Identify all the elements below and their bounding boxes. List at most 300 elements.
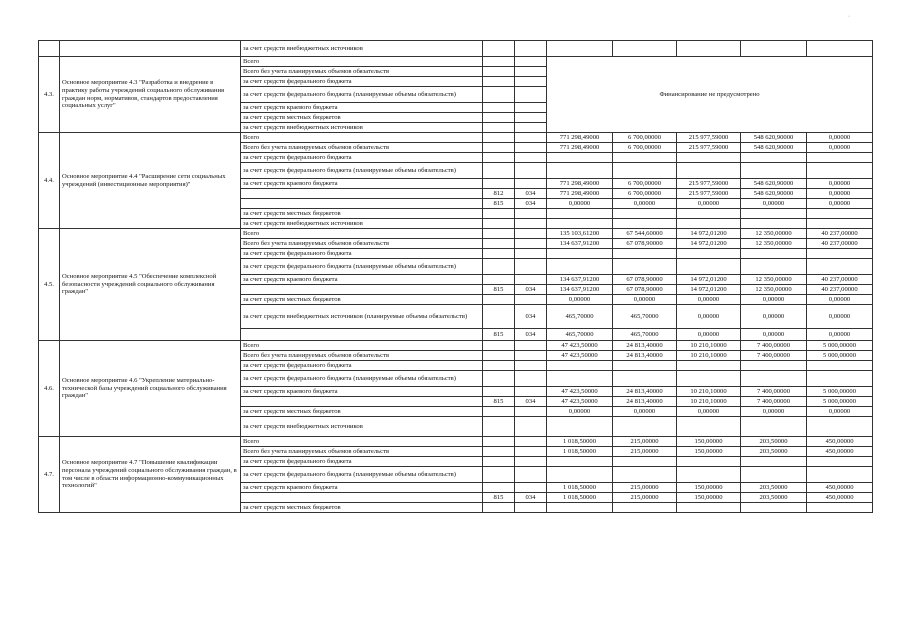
amount-cell: 0,00000 — [547, 199, 613, 209]
grbs-code: 815 — [483, 397, 515, 407]
amount-cell: 215,00000 — [613, 483, 677, 493]
rz-code — [515, 483, 547, 493]
grbs-code — [483, 179, 515, 189]
grbs-code — [483, 503, 515, 513]
amount-cell: 14 972,01200 — [677, 239, 741, 249]
amount-cell — [547, 209, 613, 219]
amount-cell: 1 018,50000 — [547, 483, 613, 493]
amount-cell — [547, 41, 613, 57]
amount-cell: 0,00000 — [807, 329, 873, 341]
amount-cell: 548 620,90000 — [741, 179, 807, 189]
amount-cell: 450,00000 — [807, 437, 873, 447]
rz-code — [515, 163, 547, 179]
amount-cell — [741, 457, 807, 467]
rz-code — [515, 295, 547, 305]
amount-cell: 40 237,00000 — [807, 229, 873, 239]
amount-cell: 450,00000 — [807, 447, 873, 457]
corner-mark: · — [848, 14, 850, 20]
amount-cell: 771 298,49000 — [547, 179, 613, 189]
amount-cell: 5 000,00000 — [807, 351, 873, 361]
amount-cell: 5 000,00000 — [807, 387, 873, 397]
amount-cell: 0,00000 — [677, 199, 741, 209]
amount-cell — [613, 361, 677, 371]
amount-cell — [547, 153, 613, 163]
amount-cell: 134 637,91200 — [547, 239, 613, 249]
funding-source: за счет средств федерального бюджета (планируемые объемы обязательств) — [241, 259, 483, 275]
amount-cell — [677, 371, 741, 387]
amount-cell: 0,00000 — [741, 295, 807, 305]
amount-cell: 150,00000 — [677, 437, 741, 447]
amount-cell: 5 000,00000 — [807, 397, 873, 407]
grbs-code: 815 — [483, 199, 515, 209]
grbs-code — [483, 163, 515, 179]
funding-source — [241, 285, 483, 295]
funding-source: за счет средств внебюджетных источников — [241, 123, 483, 133]
amount-cell: 24 813,40000 — [613, 341, 677, 351]
amount-cell: 0,00000 — [547, 295, 613, 305]
amount-cell — [741, 249, 807, 259]
funding-source: за счет средств федерального бюджета (планируемые объемы обязательств) — [241, 87, 483, 103]
amount-cell: 134 637,91200 — [547, 285, 613, 295]
amount-cell: 10 210,10000 — [677, 397, 741, 407]
amount-cell: 0,00000 — [807, 189, 873, 199]
amount-cell — [547, 457, 613, 467]
amount-cell: 465,70000 — [613, 305, 677, 329]
grbs-code — [483, 305, 515, 329]
amount-cell: 548 620,90000 — [741, 133, 807, 143]
amount-cell: 14 972,01200 — [677, 285, 741, 295]
rz-code: 034 — [515, 493, 547, 503]
amount-cell — [677, 467, 741, 483]
amount-cell: 7 400,00000 — [741, 351, 807, 361]
section-number: 4.4. — [39, 133, 60, 229]
budget-table-container — [38, 40, 873, 513]
amount-cell — [807, 209, 873, 219]
funding-source: за счет средств местных бюджетов — [241, 209, 483, 219]
amount-cell — [741, 259, 807, 275]
amount-cell: 771 298,49000 — [547, 189, 613, 199]
funding-source: Всего — [241, 437, 483, 447]
amount-cell: 135 103,61200 — [547, 229, 613, 239]
rz-code — [515, 447, 547, 457]
rz-code — [515, 259, 547, 275]
grbs-code — [483, 457, 515, 467]
grbs-code — [483, 341, 515, 351]
amount-cell: 134 637,91200 — [547, 275, 613, 285]
amount-cell — [547, 467, 613, 483]
funding-source: за счет средств федерального бюджета — [241, 361, 483, 371]
amount-cell: 0,00000 — [741, 305, 807, 329]
amount-cell: 215,00000 — [613, 493, 677, 503]
amount-cell: 450,00000 — [807, 483, 873, 493]
amount-cell: 24 813,40000 — [613, 387, 677, 397]
amount-cell: 0,00000 — [741, 199, 807, 209]
amount-cell — [807, 259, 873, 275]
amount-cell — [547, 259, 613, 275]
grbs-code — [483, 249, 515, 259]
amount-cell: 0,00000 — [807, 199, 873, 209]
rz-code — [515, 503, 547, 513]
funding-source: за счет средств местных бюджетов — [241, 295, 483, 305]
section-number: 4.3. — [39, 57, 60, 133]
amount-cell: 67 078,90000 — [613, 275, 677, 285]
table-row — [39, 341, 873, 351]
section-number: 4.6. — [39, 341, 60, 437]
grbs-code: 815 — [483, 493, 515, 503]
rz-code — [515, 219, 547, 229]
amount-cell: 40 237,00000 — [807, 239, 873, 249]
amount-cell: 0,00000 — [807, 179, 873, 189]
grbs-code — [483, 437, 515, 447]
amount-cell: 67 078,90000 — [613, 239, 677, 249]
amount-cell: 0,00000 — [741, 329, 807, 341]
grbs-code: 815 — [483, 329, 515, 341]
amount-cell: 203,50000 — [741, 493, 807, 503]
grbs-code — [483, 417, 515, 437]
amount-cell — [613, 371, 677, 387]
amount-cell — [677, 361, 741, 371]
funding-source: за счет средств внебюджетных источников — [241, 219, 483, 229]
amount-cell: 40 237,00000 — [807, 275, 873, 285]
grbs-code — [483, 219, 515, 229]
rz-code — [515, 417, 547, 437]
grbs-code — [483, 41, 515, 57]
funding-source: за счет средств местных бюджетов — [241, 503, 483, 513]
table-row — [39, 229, 873, 239]
no-funding-note: Финансирование не предусмотрено — [547, 57, 873, 133]
funding-source — [241, 329, 483, 341]
amount-cell — [807, 219, 873, 229]
amount-cell — [807, 371, 873, 387]
grbs-code — [483, 123, 515, 133]
amount-cell: 0,00000 — [677, 295, 741, 305]
funding-source: Всего без учета планируемых объемов обязательств — [241, 143, 483, 153]
grbs-code — [483, 371, 515, 387]
amount-cell — [741, 467, 807, 483]
amount-cell — [613, 153, 677, 163]
grbs-code — [483, 259, 515, 275]
amount-cell: 0,00000 — [807, 407, 873, 417]
amount-cell — [807, 249, 873, 259]
amount-cell: 24 813,40000 — [613, 351, 677, 361]
amount-cell: 0,00000 — [807, 295, 873, 305]
amount-cell — [613, 503, 677, 513]
amount-cell — [547, 219, 613, 229]
grbs-code — [483, 351, 515, 361]
amount-cell — [741, 153, 807, 163]
amount-cell — [677, 41, 741, 57]
amount-cell: 0,00000 — [741, 407, 807, 417]
rz-code — [515, 387, 547, 397]
funding-source: за счет средств краевого бюджета — [241, 483, 483, 493]
grbs-code: 812 — [483, 189, 515, 199]
amount-cell — [677, 219, 741, 229]
amount-cell — [613, 259, 677, 275]
table-row — [39, 57, 873, 67]
rz-code: 034 — [515, 305, 547, 329]
amount-cell — [677, 259, 741, 275]
funding-source: Всего — [241, 57, 483, 67]
funding-source — [241, 189, 483, 199]
rz-code — [515, 239, 547, 249]
amount-cell: 203,50000 — [741, 437, 807, 447]
amount-cell: 47 423,50000 — [547, 397, 613, 407]
amount-cell: 0,00000 — [677, 407, 741, 417]
rz-code — [515, 467, 547, 483]
rz-code — [515, 437, 547, 447]
amount-cell: 150,00000 — [677, 447, 741, 457]
rz-code — [515, 77, 547, 87]
amount-cell — [741, 417, 807, 437]
funding-source: Всего без учета планируемых объемов обязательств — [241, 239, 483, 249]
rz-code — [515, 229, 547, 239]
funding-source: за счет средств федерального бюджета — [241, 457, 483, 467]
amount-cell: 1 018,50000 — [547, 447, 613, 457]
amount-cell — [613, 163, 677, 179]
rz-code: 034 — [515, 397, 547, 407]
grbs-code — [483, 361, 515, 371]
funding-source: за счет средств федерального бюджета — [241, 77, 483, 87]
amount-cell: 203,50000 — [741, 447, 807, 457]
amount-cell — [613, 219, 677, 229]
grbs-code — [483, 239, 515, 249]
funding-source: за счет средств краевого бюджета — [241, 275, 483, 285]
rz-code — [515, 209, 547, 219]
amount-cell — [677, 457, 741, 467]
amount-cell: 548 620,90000 — [741, 189, 807, 199]
grbs-code — [483, 275, 515, 285]
rz-code — [515, 275, 547, 285]
rz-code — [515, 103, 547, 113]
amount-cell: 203,50000 — [741, 483, 807, 493]
rz-code — [515, 143, 547, 153]
amount-cell — [547, 417, 613, 437]
funding-source: Всего — [241, 229, 483, 239]
amount-cell: 7 400,00000 — [741, 397, 807, 407]
rz-code — [515, 67, 547, 77]
amount-cell — [677, 163, 741, 179]
section-name: Основное мероприятие 4.5 "Обеспечение комплексной безопасности учреждений социального обслуживания граждан" — [60, 229, 241, 341]
amount-cell — [547, 371, 613, 387]
amount-cell: 10 210,10000 — [677, 341, 741, 351]
amount-cell — [741, 41, 807, 57]
amount-cell — [807, 417, 873, 437]
amount-cell — [677, 249, 741, 259]
amount-cell — [677, 417, 741, 437]
amount-cell: 67 544,60000 — [613, 229, 677, 239]
funding-source: за счет средств внебюджетных источников — [241, 417, 483, 437]
amount-cell: 215 977,59000 — [677, 133, 741, 143]
amount-cell: 0,00000 — [677, 305, 741, 329]
rz-code — [515, 87, 547, 103]
amount-cell — [741, 371, 807, 387]
amount-cell: 1 018,50000 — [547, 493, 613, 503]
funding-source: Всего без учета планируемых объемов обязательств — [241, 447, 483, 457]
amount-cell: 0,00000 — [613, 199, 677, 209]
amount-cell — [613, 209, 677, 219]
amount-cell: 7 400,00000 — [741, 387, 807, 397]
amount-cell — [741, 219, 807, 229]
amount-cell: 6 700,00000 — [613, 189, 677, 199]
amount-cell — [677, 209, 741, 219]
rz-code — [515, 361, 547, 371]
amount-cell — [807, 163, 873, 179]
amount-cell: 1 018,50000 — [547, 437, 613, 447]
rz-code — [515, 457, 547, 467]
funding-source: Всего без учета планируемых объемов обязательств — [241, 67, 483, 77]
rz-code — [515, 249, 547, 259]
amount-cell: 14 972,01200 — [677, 275, 741, 285]
grbs-code — [483, 67, 515, 77]
amount-cell: 10 210,10000 — [677, 351, 741, 361]
amount-cell: 0,00000 — [807, 143, 873, 153]
section-name: Основное мероприятие 4.3 "Разработка и внедрение в практику работы учреждений социального обслуживания граждан норм, нормативов, стандартов предоставления социальных услуг" — [60, 57, 241, 133]
amount-cell: 12 350,00000 — [741, 275, 807, 285]
grbs-code — [483, 209, 515, 219]
amount-cell: 47 423,50000 — [547, 351, 613, 361]
grbs-code — [483, 407, 515, 417]
amount-cell: 40 237,00000 — [807, 285, 873, 295]
grbs-code — [483, 113, 515, 123]
amount-cell: 6 700,00000 — [613, 133, 677, 143]
amount-cell: 215 977,59000 — [677, 189, 741, 199]
amount-cell: 215,00000 — [613, 437, 677, 447]
amount-cell: 47 423,50000 — [547, 341, 613, 351]
grbs-code — [483, 143, 515, 153]
section-number: 4.5. — [39, 229, 60, 341]
amount-cell — [677, 153, 741, 163]
funding-source: за счет средств федерального бюджета (планируемые объемы обязательств) — [241, 467, 483, 483]
amount-cell — [741, 209, 807, 219]
amount-cell: 24 813,40000 — [613, 397, 677, 407]
funding-source: Всего — [241, 341, 483, 351]
amount-cell: 150,00000 — [677, 493, 741, 503]
amount-cell: 0,00000 — [613, 295, 677, 305]
amount-cell: 10 210,10000 — [677, 387, 741, 397]
amount-cell: 465,70000 — [547, 305, 613, 329]
amount-cell — [613, 41, 677, 57]
amount-cell: 0,00000 — [547, 407, 613, 417]
rz-code — [515, 341, 547, 351]
grbs-code — [483, 229, 515, 239]
amount-cell: 0,00000 — [807, 133, 873, 143]
grbs-code — [483, 467, 515, 483]
budget-table — [38, 40, 873, 513]
amount-cell — [807, 153, 873, 163]
amount-cell: 0,00000 — [807, 305, 873, 329]
rz-code — [515, 57, 547, 67]
rz-code — [515, 179, 547, 189]
amount-cell — [547, 361, 613, 371]
funding-source: за счет средств внебюджетных источников — [241, 41, 483, 57]
amount-cell — [807, 467, 873, 483]
funding-source — [241, 493, 483, 503]
amount-cell — [741, 503, 807, 513]
amount-cell: 450,00000 — [807, 493, 873, 503]
amount-cell — [677, 503, 741, 513]
funding-source: Всего без учета планируемых объемов обязательств — [241, 351, 483, 361]
amount-cell: 215 977,59000 — [677, 143, 741, 153]
section-name: Основное мероприятие 4.6 "Укрепление материально-технической базы учреждений социального обслуживания граждан" — [60, 341, 241, 437]
grbs-code — [483, 103, 515, 113]
table-row — [39, 133, 873, 143]
rz-code: 034 — [515, 329, 547, 341]
amount-cell: 465,70000 — [613, 329, 677, 341]
funding-source: за счет средств краевого бюджета — [241, 179, 483, 189]
amount-cell — [547, 503, 613, 513]
grbs-code: 815 — [483, 285, 515, 295]
rz-code — [515, 133, 547, 143]
amount-cell — [741, 361, 807, 371]
amount-cell: 465,70000 — [547, 329, 613, 341]
funding-source: за счет средств местных бюджетов — [241, 113, 483, 123]
grbs-code — [483, 87, 515, 103]
funding-source: за счет средств внебюджетных источников (планируемые объемы обязательств) — [241, 305, 483, 329]
amount-cell: 6 700,00000 — [613, 179, 677, 189]
funding-source: Всего — [241, 133, 483, 143]
rz-code: 034 — [515, 199, 547, 209]
amount-cell: 12 350,00000 — [741, 229, 807, 239]
funding-source — [241, 199, 483, 209]
amount-cell: 215,00000 — [613, 447, 677, 457]
section-name: Основное мероприятие 4.7 "Повышение квалификации персонала учреждений социального обслуживания граждан, в том числе в области информационно-коммуникационных технологий" — [60, 437, 241, 513]
funding-source: за счет средств федерального бюджета (планируемые объемы обязательств) — [241, 163, 483, 179]
rz-code — [515, 407, 547, 417]
table-row — [39, 437, 873, 447]
amount-cell — [807, 503, 873, 513]
amount-cell — [807, 361, 873, 371]
grbs-code — [483, 57, 515, 67]
amount-cell: 7 400,00000 — [741, 341, 807, 351]
rz-code — [515, 123, 547, 133]
amount-cell: 6 700,00000 — [613, 143, 677, 153]
section-number: 4.7. — [39, 437, 60, 513]
amount-cell — [807, 41, 873, 57]
amount-cell: 150,00000 — [677, 483, 741, 493]
rz-code — [515, 113, 547, 123]
amount-cell — [613, 249, 677, 259]
amount-cell: 215 977,59000 — [677, 179, 741, 189]
amount-cell: 771 298,49000 — [547, 133, 613, 143]
funding-source — [241, 397, 483, 407]
grbs-code — [483, 447, 515, 457]
amount-cell: 12 350,00000 — [741, 239, 807, 249]
grbs-code — [483, 77, 515, 87]
amount-cell: 47 423,50000 — [547, 387, 613, 397]
funding-source: за счет средств федерального бюджета — [241, 249, 483, 259]
funding-source: за счет средств федерального бюджета (планируемые объемы обязательств) — [241, 371, 483, 387]
amount-cell: 0,00000 — [613, 407, 677, 417]
amount-cell — [547, 163, 613, 179]
rz-code — [515, 371, 547, 387]
rz-code — [515, 153, 547, 163]
rz-code — [515, 351, 547, 361]
grbs-code — [483, 483, 515, 493]
amount-cell: 14 972,01200 — [677, 229, 741, 239]
amount-cell — [613, 467, 677, 483]
funding-source: за счет средств краевого бюджета — [241, 387, 483, 397]
section-name: Основное мероприятие 4.4 "Расширение сети социальных учреждений (инвестиционные мероприятия)" — [60, 133, 241, 229]
amount-cell: 0,00000 — [677, 329, 741, 341]
amount-cell — [547, 249, 613, 259]
section-number — [39, 41, 60, 57]
amount-cell: 5 000,00000 — [807, 341, 873, 351]
amount-cell — [807, 457, 873, 467]
grbs-code — [483, 295, 515, 305]
table-row — [39, 41, 873, 57]
funding-source: за счет средств федерального бюджета — [241, 153, 483, 163]
amount-cell — [613, 417, 677, 437]
